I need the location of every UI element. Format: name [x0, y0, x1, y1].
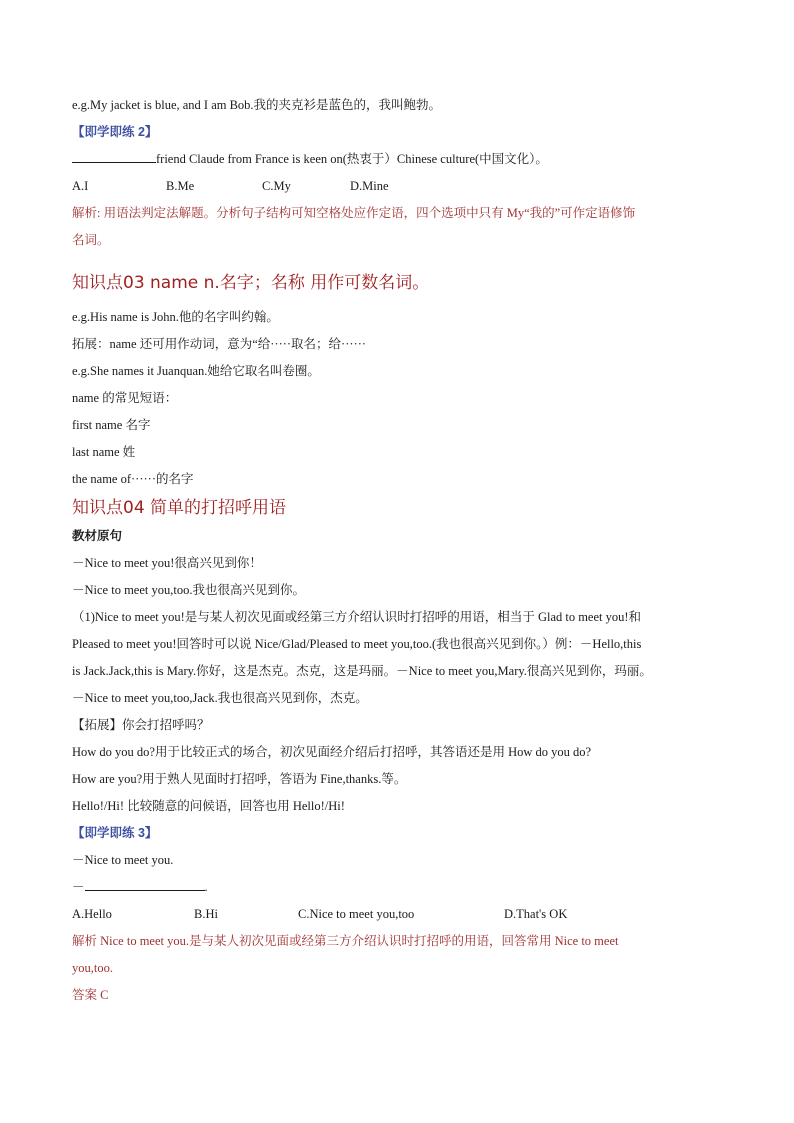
text-line: 拓展：name 还可用作动词，意为“给·····取名；给······	[72, 337, 367, 351]
dash: －	[72, 880, 85, 894]
section-heading: 知识点04 简单的打招呼用语	[72, 498, 287, 518]
analysis-line: 名词。	[72, 233, 110, 247]
document-page	[72, 92, 724, 1009]
question-text: friend Claude from France is keen on(热衷于）Chinese culture(中国文化）。	[156, 152, 548, 166]
analysis-line: you,too.	[72, 961, 113, 975]
practice-tag: 【即学即练 2】	[72, 125, 158, 139]
question-line: －Nice to meet you.	[72, 853, 174, 867]
expand-line: Hello!/Hi! 比较随意的问候语，回答也用 Hello!/Hi!	[72, 799, 345, 813]
option-a: A.I	[72, 179, 89, 193]
option-a: A.Hello	[72, 907, 112, 921]
text-line: the name of······的名字	[72, 472, 194, 486]
analysis-line: 解析 Nice to meet you.是与某人初次见面或经第三方介绍认识时打招呼的用语，回答常用 Nice to meet	[72, 934, 619, 948]
text-line: last name 姓	[72, 445, 136, 459]
option-c: C.Nice to meet you,too	[298, 907, 415, 921]
options-row	[72, 901, 724, 928]
explain-line: Pleased to meet you!回答时可以说 Nice/Glad/Pleased to meet you,too.(我也很高兴见到你。）例：－Hello,this	[72, 637, 642, 651]
text-line: e.g.She names it Juanquan.她给它取名叫卷圈。	[72, 364, 320, 378]
text-line: e.g.His name is John.他的名字叫约翰。	[72, 310, 279, 324]
expand-title: 【拓展】你会打招呼吗？	[72, 718, 210, 732]
option-b: B.Me	[166, 179, 195, 193]
answer-blank	[85, 876, 205, 891]
answer-blank	[72, 148, 156, 163]
answer-key: 答案 C	[72, 988, 109, 1002]
practice-tag: 【即学即练 3】	[72, 826, 158, 840]
explain-line: －Nice to meet you,too,Jack.我也很高兴见到你，杰克。	[72, 691, 368, 705]
period: .	[204, 880, 208, 894]
option-d: D.Mine	[350, 179, 389, 193]
option-d: D.That's OK	[504, 907, 568, 921]
options-row	[72, 173, 724, 200]
option-b: B.Hi	[194, 907, 218, 921]
expand-line: How are you?用于熟人见面时打招呼，答语为 Fine,thanks.等。	[72, 772, 407, 786]
text-line: name 的常见短语：	[72, 391, 178, 405]
text-line: first name 名字	[72, 418, 151, 432]
dialog-line: －Nice to meet you!很高兴见到你！	[72, 556, 262, 570]
analysis-line: 解析: 用语法判定法解题。分析句子结构可知空格处应作定语，四个选项中只有 My“我的”可作定语修饰	[72, 206, 636, 220]
explain-line: （1)Nice to meet you!是与某人初次见面或经第三方介绍认识时打招呼的用语，相当于 Glad to meet you!和	[72, 610, 642, 624]
section-heading: 知识点03 name n.名字；名称 用作可数名词。	[72, 273, 430, 293]
question-line	[72, 146, 724, 173]
dialog-line: －Nice to meet you,too.我也很高兴见到你。	[72, 583, 305, 597]
source-label: 教材原句	[72, 529, 123, 543]
expand-line: How do you do?用于比较正式的场合，初次见面经介绍后打招呼，其答语还是用 How do you do?	[72, 745, 592, 759]
example-sentence: e.g.My jacket is blue, and I am Bob.我的夹克衫是蓝色的，我叫鲍勃。	[72, 98, 442, 112]
explain-line: is Jack.Jack,this is Mary.你好，这是杰克。杰克，这是玛丽。－Nice to meet you,Mary.很高兴见到你，玛丽。	[72, 664, 652, 678]
answer-line	[72, 874, 724, 901]
option-c: C.My	[262, 179, 291, 193]
